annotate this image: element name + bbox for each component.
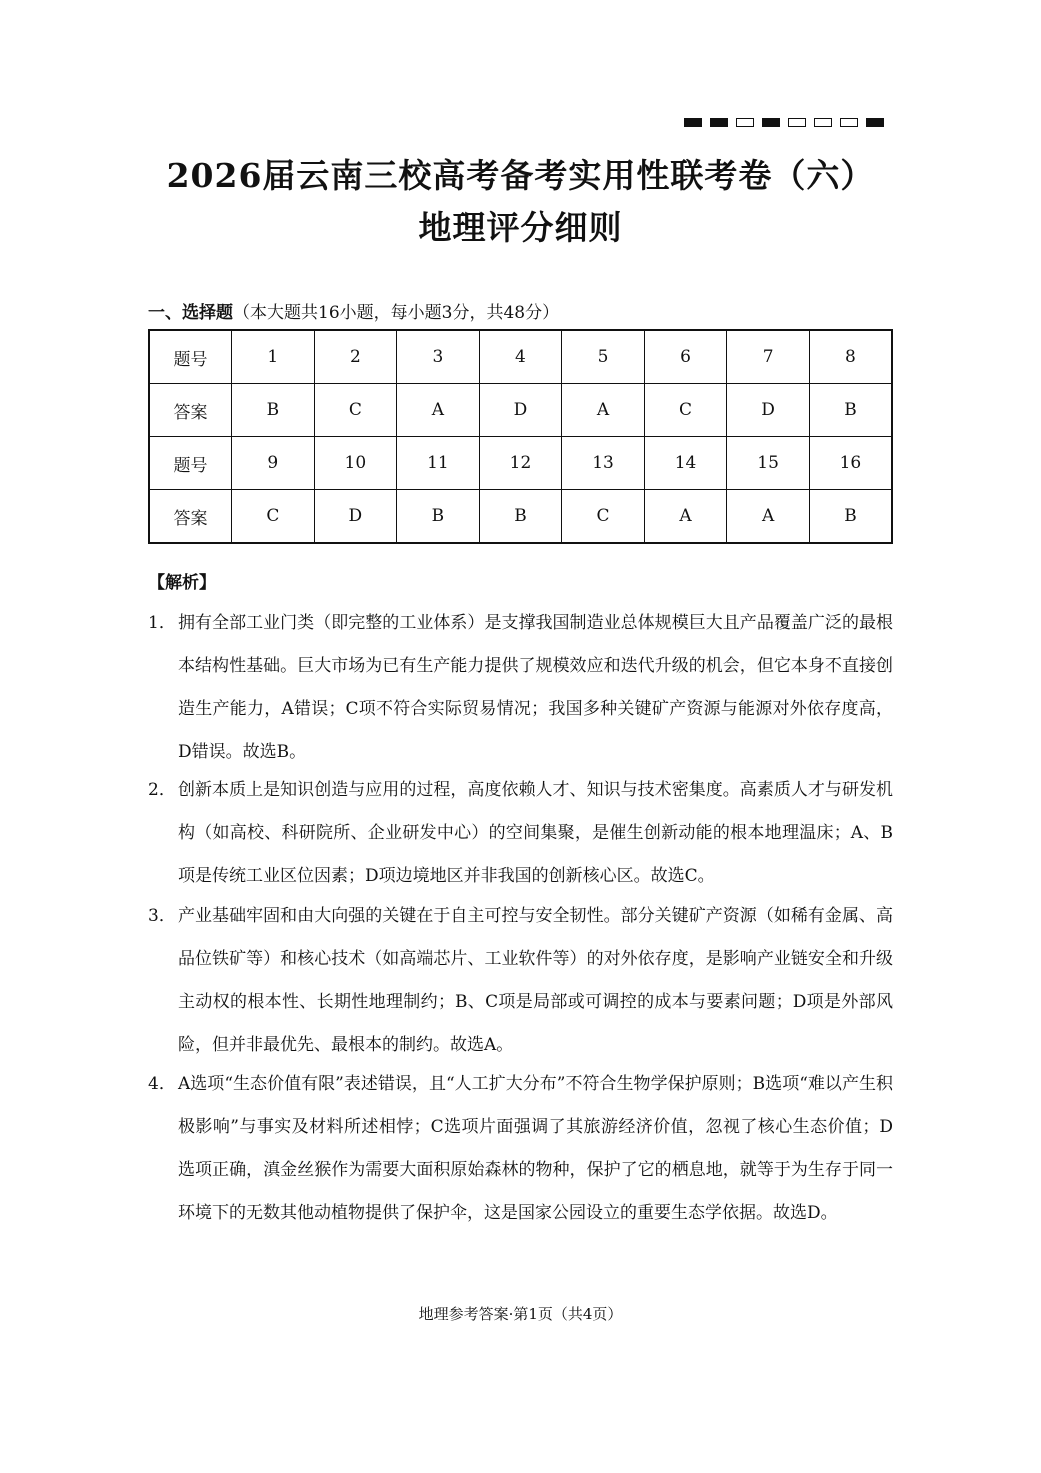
table-cell: B: [809, 490, 892, 544]
table-cell: 10: [314, 437, 397, 490]
table-cell: 13: [562, 437, 645, 490]
header-mark: [840, 118, 858, 127]
table-cell: D: [479, 384, 562, 437]
table-row: [149, 490, 892, 544]
table-cell: 6: [644, 330, 727, 384]
header-mark: [866, 118, 884, 127]
table-cell: D: [727, 384, 810, 437]
header-mark: [736, 118, 754, 127]
table-cell: C: [232, 490, 315, 544]
table-cell: A: [727, 490, 810, 544]
table-cell: 14: [644, 437, 727, 490]
item-number: 2．: [148, 780, 176, 800]
table-cell: 3: [397, 330, 480, 384]
table-cell: 5: [562, 330, 645, 384]
table-cell: 16: [809, 437, 892, 490]
item-text: A选项“生态价值有限”表述错误，且“人工扩大分布”不符合生物学保护原则；B选项“难以产生积极影响”与事实及材料所述相悖；C选项片面强调了其旅游经济价值，忽视了核心生态价值；D选项正确，滇金丝猴作为需要大面积原始森林的物种，保护了它的栖息地，就等于为生存于同一环境下的无数其他动植物提供了保护伞，这是国家公园设立的重要生态学依据。故选D。: [178, 1074, 893, 1223]
table-cell: C: [644, 384, 727, 437]
analysis-item-1: [148, 602, 893, 774]
analysis-item-4: [148, 1063, 893, 1235]
item-number: 3．: [148, 906, 176, 926]
row-header-cell: 答案: [149, 490, 232, 544]
table-cell: A: [644, 490, 727, 544]
table-cell: 11: [397, 437, 480, 490]
table-cell: 7: [727, 330, 810, 384]
table-cell: 4: [479, 330, 562, 384]
table-cell: C: [314, 384, 397, 437]
table-cell: B: [397, 490, 480, 544]
answer-table: [148, 329, 893, 544]
exam-title: 2026届云南三校高考备考实用性联考卷（六）: [166, 156, 875, 195]
table-cell: 1: [232, 330, 315, 384]
header-mark: [762, 118, 780, 127]
row-header-cell: 题号: [149, 330, 232, 384]
header-marks: [684, 118, 884, 127]
table-cell: A: [562, 384, 645, 437]
row-header-cell: 答案: [149, 384, 232, 437]
header-mark: [710, 118, 728, 127]
analysis-heading: 【解析】: [148, 573, 216, 593]
exam-subtitle: 地理评分细则: [418, 208, 623, 247]
table-row: [149, 330, 892, 384]
item-text: 拥有全部工业门类（即完整的工业体系）是支撑我国制造业总体规模巨大且产品覆盖广泛的最根本结构性基础。巨大市场为已有生产能力提供了规模效应和迭代升级的机会，但它本身不直接创造生产能力，A错误；C项不符合实际贸易情况；我国多种关键矿产资源与能源对外依存度高，D错误。故选B。: [178, 613, 893, 762]
section-heading-note: （本大题共16小题，每小题3分，共48分）: [233, 303, 560, 323]
table-cell: 2: [314, 330, 397, 384]
table-cell: D: [314, 490, 397, 544]
analysis-item-2: [148, 769, 893, 898]
table-cell: C: [562, 490, 645, 544]
analysis-item-3: [148, 895, 893, 1067]
table-cell: B: [232, 384, 315, 437]
item-number: 1．: [148, 613, 176, 633]
table-row: [149, 437, 892, 490]
item-text: 产业基础牢固和由大向强的关键在于自主可控与安全韧性。部分关键矿产资源（如稀有金属、高品位铁矿等）和核心技术（如高端芯片、工业软件等）的对外依存度，是影响产业链安全和升级主动权的根本性、长期性地理制约；B、C项是局部或可调控的成本与要素问题；D项是外部风险，但并非最优先、最根本的制约。故选A。: [178, 906, 893, 1055]
table-row: [149, 384, 892, 437]
table-cell: A: [397, 384, 480, 437]
item-number: 4．: [148, 1074, 176, 1094]
table-cell: 9: [232, 437, 315, 490]
section-heading-label: 一、选择题: [148, 303, 233, 323]
section-heading: [148, 298, 559, 323]
header-mark: [788, 118, 806, 127]
table-cell: 8: [809, 330, 892, 384]
header-mark: [684, 118, 702, 127]
table-cell: B: [809, 384, 892, 437]
item-text: 创新本质上是知识创造与应用的过程，高度依赖人才、知识与技术密集度。高素质人才与研发机构（如高校、科研院所、企业研发中心）的空间集聚，是催生创新动能的根本地理温床；A、B项是传统工业区位因素；D项边境地区并非我国的创新核心区。故选C。: [178, 780, 893, 886]
row-header-cell: 题号: [149, 437, 232, 490]
page-footer: 地理参考答案·第1页（共4页）: [418, 1305, 623, 1323]
table-cell: 12: [479, 437, 562, 490]
header-mark: [814, 118, 832, 127]
table-cell: 15: [727, 437, 810, 490]
table-cell: B: [479, 490, 562, 544]
